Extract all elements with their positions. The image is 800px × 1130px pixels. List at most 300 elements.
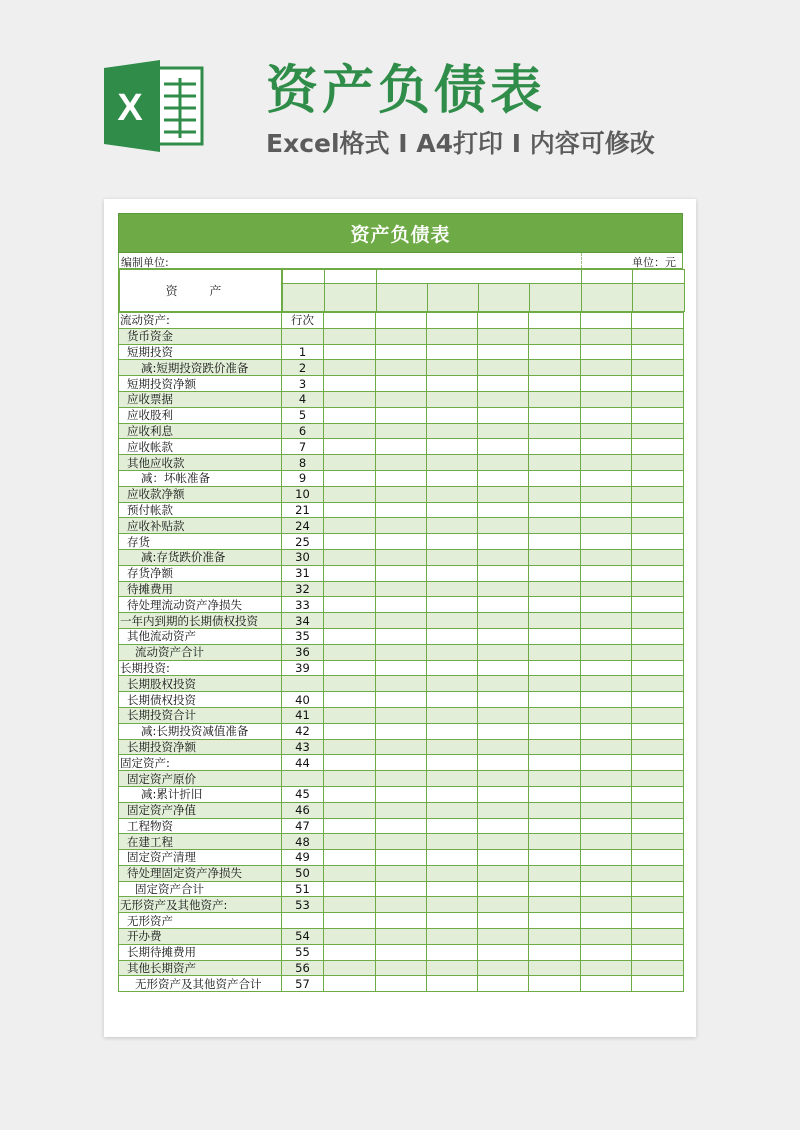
value-cell[interactable] [529,881,581,897]
value-cell[interactable] [632,391,684,407]
row-label[interactable]: 减:长期投资减值准备 [119,723,282,739]
value-cell[interactable] [427,486,478,502]
row-label[interactable]: 长期投资净额 [119,739,282,755]
value-cell[interactable] [632,692,684,708]
value-cell[interactable] [427,470,478,486]
value-cell[interactable] [581,518,632,534]
row-number[interactable]: 36 [282,644,324,660]
value-cell[interactable] [478,470,529,486]
value-cell[interactable] [427,834,478,850]
value-cell[interactable] [324,597,376,613]
row-number[interactable]: 9 [282,470,324,486]
row-number[interactable]: 34 [282,613,324,629]
value-cell[interactable] [478,897,529,913]
value-cell[interactable] [324,344,376,360]
value-cell[interactable] [427,850,478,866]
row-label[interactable]: 预付帐款 [119,502,282,518]
value-cell[interactable] [427,328,478,344]
value-cell[interactable] [376,518,427,534]
value-cell[interactable] [427,439,478,455]
value-cell[interactable] [376,391,427,407]
row-number[interactable]: 2 [282,360,324,376]
value-cell[interactable] [324,786,376,802]
row-label[interactable]: 存货净额 [119,565,282,581]
row-number[interactable]: 48 [282,834,324,850]
row-label[interactable]: 固定资产合计 [119,881,282,897]
value-cell[interactable] [632,739,684,755]
row-label[interactable]: 长期股权投资 [119,676,282,692]
value-cell[interactable] [324,534,376,550]
row-label[interactable]: 固定资产清理 [119,850,282,866]
value-cell[interactable] [427,313,478,329]
value-cell[interactable] [632,518,684,534]
value-cell[interactable] [376,739,427,755]
value-cell[interactable] [324,407,376,423]
value-cell[interactable] [632,850,684,866]
value-cell[interactable] [427,944,478,960]
value-cell[interactable] [581,676,632,692]
row-label[interactable]: 其他应收款 [119,455,282,471]
value-cell[interactable] [478,423,529,439]
value-cell[interactable] [632,376,684,392]
value-cell[interactable] [324,360,376,376]
value-cell[interactable] [478,439,529,455]
value-cell[interactable] [581,549,632,565]
value-cell[interactable] [632,802,684,818]
value-cell[interactable] [632,976,684,992]
value-cell[interactable] [632,360,684,376]
value-cell[interactable] [529,707,581,723]
value-cell[interactable] [478,865,529,881]
value-cell[interactable] [376,960,427,976]
value-cell[interactable] [581,423,632,439]
value-cell[interactable] [427,344,478,360]
value-cell[interactable] [376,897,427,913]
value-cell[interactable] [632,581,684,597]
value-cell[interactable] [581,739,632,755]
value-cell[interactable] [632,881,684,897]
value-cell[interactable] [632,407,684,423]
value-cell[interactable] [581,534,632,550]
value-cell[interactable] [529,739,581,755]
value-cell[interactable] [376,565,427,581]
value-cell[interactable] [478,771,529,787]
value-cell[interactable] [632,344,684,360]
value-cell[interactable] [529,960,581,976]
value-cell[interactable] [324,802,376,818]
row-number[interactable]: 1 [282,344,324,360]
value-cell[interactable] [529,518,581,534]
row-number[interactable]: 51 [282,881,324,897]
value-cell[interactable] [478,913,529,929]
value-cell[interactable] [581,486,632,502]
row-label[interactable]: 固定资产原价 [119,771,282,787]
row-number[interactable] [282,676,324,692]
value-cell[interactable] [529,565,581,581]
value-cell[interactable] [529,549,581,565]
value-cell[interactable] [581,613,632,629]
value-cell[interactable] [581,786,632,802]
value-cell[interactable] [478,707,529,723]
value-cell[interactable] [478,960,529,976]
value-cell[interactable] [529,360,581,376]
row-label[interactable]: 一年内到期的长期债权投资 [119,613,282,629]
row-label[interactable]: 长期待摊费用 [119,944,282,960]
row-label[interactable]: 短期投资 [119,344,282,360]
row-number[interactable]: 24 [282,518,324,534]
value-cell[interactable] [376,597,427,613]
row-number[interactable]: 32 [282,581,324,597]
row-number[interactable]: 40 [282,692,324,708]
value-cell[interactable] [376,802,427,818]
value-cell[interactable] [581,960,632,976]
value-cell[interactable] [324,755,376,771]
row-number[interactable]: 46 [282,802,324,818]
value-cell[interactable] [376,423,427,439]
value-cell[interactable] [324,771,376,787]
row-label[interactable]: 开办费 [119,929,282,945]
value-cell[interactable] [529,581,581,597]
row-number[interactable]: 31 [282,565,324,581]
value-cell[interactable] [324,834,376,850]
row-number[interactable]: 57 [282,976,324,992]
value-cell[interactable] [529,834,581,850]
row-number[interactable]: 54 [282,929,324,945]
value-cell[interactable] [632,913,684,929]
value-cell[interactable] [581,660,632,676]
value-cell[interactable] [478,929,529,945]
row-number[interactable]: 3 [282,376,324,392]
value-cell[interactable] [376,613,427,629]
value-cell[interactable] [632,865,684,881]
row-label[interactable]: 减:存货跌价准备 [119,549,282,565]
value-cell[interactable] [529,407,581,423]
row-number[interactable]: 50 [282,865,324,881]
row-label[interactable]: 无形资产及其他资产合计 [119,976,282,992]
value-cell[interactable] [478,755,529,771]
row-label[interactable]: 长期投资: [119,660,282,676]
value-cell[interactable] [427,597,478,613]
value-cell[interactable] [478,455,529,471]
value-cell[interactable] [478,976,529,992]
row-number[interactable]: 4 [282,391,324,407]
value-cell[interactable] [529,802,581,818]
value-cell[interactable] [324,944,376,960]
value-cell[interactable] [581,344,632,360]
value-cell[interactable] [376,407,427,423]
value-cell[interactable] [478,581,529,597]
value-cell[interactable] [427,913,478,929]
value-cell[interactable] [376,581,427,597]
value-cell[interactable] [478,407,529,423]
value-cell[interactable] [529,944,581,960]
row-label[interactable]: 固定资产: [119,755,282,771]
value-cell[interactable] [427,581,478,597]
value-cell[interactable] [529,929,581,945]
value-cell[interactable] [324,692,376,708]
value-cell[interactable] [324,897,376,913]
value-cell[interactable] [581,897,632,913]
value-cell[interactable] [581,628,632,644]
row-label[interactable]: 应收补贴款 [119,518,282,534]
value-cell[interactable] [376,486,427,502]
value-cell[interactable] [376,723,427,739]
row-label[interactable]: 长期投资合计 [119,707,282,723]
row-label[interactable]: 应收款净额 [119,486,282,502]
value-cell[interactable] [376,328,427,344]
row-label[interactable]: 流动资产合计 [119,644,282,660]
row-label[interactable]: 无形资产 [119,913,282,929]
row-number[interactable]: 47 [282,818,324,834]
value-cell[interactable] [324,439,376,455]
value-cell[interactable] [478,692,529,708]
value-cell[interactable] [376,944,427,960]
value-cell[interactable] [478,613,529,629]
value-cell[interactable] [376,376,427,392]
value-cell[interactable] [529,376,581,392]
value-cell[interactable] [581,723,632,739]
value-cell[interactable] [427,644,478,660]
value-cell[interactable] [581,944,632,960]
value-cell[interactable] [478,739,529,755]
row-number[interactable] [282,328,324,344]
value-cell[interactable] [529,628,581,644]
value-cell[interactable] [632,755,684,771]
row-label[interactable]: 待处理固定资产净损失 [119,865,282,881]
value-cell[interactable] [324,881,376,897]
value-cell[interactable] [427,865,478,881]
row-number[interactable]: 10 [282,486,324,502]
value-cell[interactable] [324,518,376,534]
value-cell[interactable] [376,692,427,708]
row-label[interactable]: 应收帐款 [119,439,282,455]
value-cell[interactable] [427,897,478,913]
value-cell[interactable] [529,391,581,407]
value-cell[interactable] [581,850,632,866]
value-cell[interactable] [478,881,529,897]
row-number[interactable]: 53 [282,897,324,913]
value-cell[interactable] [427,360,478,376]
row-number[interactable]: 41 [282,707,324,723]
row-number[interactable]: 21 [282,502,324,518]
value-cell[interactable] [376,313,427,329]
row-label[interactable]: 存货 [119,534,282,550]
row-number[interactable]: 43 [282,739,324,755]
value-cell[interactable] [581,376,632,392]
value-cell[interactable] [376,344,427,360]
row-label[interactable]: 其他流动资产 [119,628,282,644]
value-cell[interactable] [581,328,632,344]
value-cell[interactable] [324,423,376,439]
value-cell[interactable] [376,360,427,376]
value-cell[interactable] [478,534,529,550]
value-cell[interactable] [376,534,427,550]
value-cell[interactable] [324,628,376,644]
value-cell[interactable] [529,692,581,708]
row-label[interactable]: 应收票据 [119,391,282,407]
value-cell[interactable] [376,865,427,881]
value-cell[interactable] [478,723,529,739]
value-cell[interactable] [478,644,529,660]
value-cell[interactable] [632,929,684,945]
value-cell[interactable] [376,755,427,771]
value-cell[interactable] [427,739,478,755]
value-cell[interactable] [581,865,632,881]
value-cell[interactable] [376,976,427,992]
value-cell[interactable] [376,660,427,676]
value-cell[interactable] [632,628,684,644]
value-cell[interactable] [581,802,632,818]
value-cell[interactable] [581,913,632,929]
value-cell[interactable] [427,565,478,581]
row-number[interactable]: 55 [282,944,324,960]
value-cell[interactable] [581,929,632,945]
value-cell[interactable] [529,597,581,613]
value-cell[interactable] [581,360,632,376]
value-cell[interactable] [427,407,478,423]
value-cell[interactable] [632,818,684,834]
row-label[interactable]: 应收利息 [119,423,282,439]
value-cell[interactable] [427,976,478,992]
value-cell[interactable] [581,565,632,581]
value-cell[interactable] [427,881,478,897]
value-cell[interactable] [529,439,581,455]
row-label[interactable]: 减：坏帐准备 [119,470,282,486]
value-cell[interactable] [581,470,632,486]
value-cell[interactable] [581,439,632,455]
row-number[interactable]: 25 [282,534,324,550]
value-cell[interactable] [529,818,581,834]
value-cell[interactable] [324,644,376,660]
value-cell[interactable] [324,976,376,992]
value-cell[interactable] [427,802,478,818]
value-cell[interactable] [632,439,684,455]
value-cell[interactable] [581,391,632,407]
value-cell[interactable] [478,376,529,392]
row-number[interactable]: 行次 [282,313,324,329]
value-cell[interactable] [632,470,684,486]
value-cell[interactable] [427,660,478,676]
value-cell[interactable] [632,723,684,739]
value-cell[interactable] [529,976,581,992]
value-cell[interactable] [324,486,376,502]
value-cell[interactable] [324,391,376,407]
value-cell[interactable] [632,897,684,913]
value-cell[interactable] [324,660,376,676]
value-cell[interactable] [376,549,427,565]
row-number[interactable]: 44 [282,755,324,771]
value-cell[interactable] [427,376,478,392]
value-cell[interactable] [324,313,376,329]
value-cell[interactable] [529,613,581,629]
value-cell[interactable] [529,534,581,550]
value-cell[interactable] [427,755,478,771]
value-cell[interactable] [478,597,529,613]
row-number[interactable]: 42 [282,723,324,739]
value-cell[interactable] [427,676,478,692]
value-cell[interactable] [581,644,632,660]
row-label[interactable]: 减:累计折旧 [119,786,282,802]
value-cell[interactable] [529,786,581,802]
value-cell[interactable] [427,818,478,834]
value-cell[interactable] [324,328,376,344]
value-cell[interactable] [632,328,684,344]
value-cell[interactable] [632,676,684,692]
row-number[interactable]: 6 [282,423,324,439]
value-cell[interactable] [427,707,478,723]
value-cell[interactable] [324,502,376,518]
value-cell[interactable] [632,549,684,565]
value-cell[interactable] [581,502,632,518]
value-cell[interactable] [529,897,581,913]
value-cell[interactable] [478,786,529,802]
value-cell[interactable] [324,581,376,597]
value-cell[interactable] [581,881,632,897]
value-cell[interactable] [427,534,478,550]
value-cell[interactable] [376,644,427,660]
row-label[interactable]: 其他长期资产 [119,960,282,976]
value-cell[interactable] [478,834,529,850]
value-cell[interactable] [529,313,581,329]
value-cell[interactable] [478,486,529,502]
value-cell[interactable] [427,518,478,534]
value-cell[interactable] [376,771,427,787]
value-cell[interactable] [632,486,684,502]
value-cell[interactable] [478,344,529,360]
row-number[interactable]: 30 [282,549,324,565]
value-cell[interactable] [632,313,684,329]
value-cell[interactable] [529,344,581,360]
value-cell[interactable] [324,376,376,392]
row-number[interactable]: 7 [282,439,324,455]
value-cell[interactable] [529,660,581,676]
value-cell[interactable] [632,613,684,629]
value-cell[interactable] [376,881,427,897]
value-cell[interactable] [324,913,376,929]
value-cell[interactable] [632,960,684,976]
row-label[interactable]: 短期投资净额 [119,376,282,392]
value-cell[interactable] [324,470,376,486]
value-cell[interactable] [427,960,478,976]
value-cell[interactable] [376,502,427,518]
value-cell[interactable] [581,692,632,708]
value-cell[interactable] [632,455,684,471]
value-cell[interactable] [324,929,376,945]
value-cell[interactable] [376,913,427,929]
value-cell[interactable] [427,549,478,565]
value-cell[interactable] [324,960,376,976]
value-cell[interactable] [376,628,427,644]
value-cell[interactable] [632,786,684,802]
value-cell[interactable] [427,929,478,945]
row-label[interactable]: 长期债权投资 [119,692,282,708]
value-cell[interactable] [632,644,684,660]
value-cell[interactable] [376,929,427,945]
value-cell[interactable] [376,470,427,486]
value-cell[interactable] [581,597,632,613]
value-cell[interactable] [376,439,427,455]
value-cell[interactable] [324,455,376,471]
value-cell[interactable] [632,834,684,850]
value-cell[interactable] [478,565,529,581]
value-cell[interactable] [581,818,632,834]
value-cell[interactable] [427,692,478,708]
row-number[interactable] [282,913,324,929]
value-cell[interactable] [376,455,427,471]
row-label[interactable]: 待摊费用 [119,581,282,597]
row-number[interactable] [282,771,324,787]
value-cell[interactable] [427,455,478,471]
